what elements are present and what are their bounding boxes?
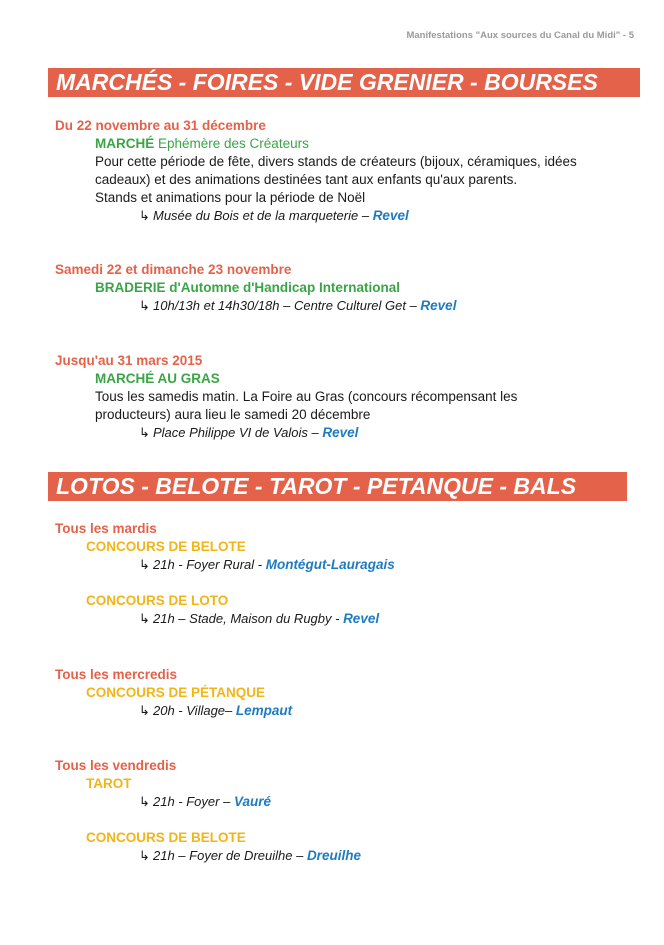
turn-arrow-icon: ↳ [139,298,150,313]
event-title: CONCOURS DE BELOTE [86,830,246,845]
event-city: Dreuilhe [306,848,361,863]
group-date: Tous les mardis [55,521,157,536]
event-city: Revel [372,208,409,223]
event-location: ↳ Place Philippe VI de Valois – Revel [139,425,359,440]
event-city: Vauré [233,794,271,809]
event-title: MARCHÉ AU GRAS [95,371,220,386]
event-location: ↳ 20h - Village– Lempaut [139,703,293,718]
event-title: CONCOURS DE PÉTANQUE [86,685,266,700]
event-title: CONCOURS DE LOTO [86,593,229,608]
event-city: Revel [420,298,457,313]
event-title: MARCHÉ Ephémère des Créateurs [95,136,309,151]
event-city: Revel [322,425,359,440]
turn-arrow-icon: ↳ [139,208,150,223]
event-location: ↳ Musée du Bois et de la marqueterie – Revel [139,208,409,223]
event-description-line: Pour cette période de fête, divers stands de créateurs (bijoux, céramiques, idées [95,154,577,169]
group-date: Tous les vendredis [55,758,177,773]
event-location: ↳ 21h - Foyer Rural - Montégut-Lauragais [139,557,395,572]
event-location: ↳ 21h – Stade, Maison du Rugby - Revel [139,611,380,626]
event-title: CONCOURS DE BELOTE [86,539,246,554]
event-description-line: cadeaux) et des animations destinées tant aux enfants qu'aux parents. [95,172,518,187]
event-city: Lempaut [235,703,293,718]
event-location: ↳ 21h - Foyer – Vauré [139,794,271,809]
event-description-line: Stands et animations pour la période de Noël [95,190,366,205]
section-heading-games: LOTOS - BELOTE - TAROT - PETANQUE - BALS [48,472,627,501]
group-mardis [55,520,644,628]
event-marche-gras [55,352,644,442]
group-date: Tous les mercredis [55,667,178,682]
group-vendredis [55,757,644,865]
event-location: ↳ 10h/13h et 14h30/18h – Centre Culturel Get – Revel [139,298,457,313]
turn-arrow-icon: ↳ [139,425,150,440]
turn-arrow-icon: ↳ [139,703,150,718]
event-description-line: Tous les samedis matin. La Foire au Gras (concours récompensant les [95,389,518,404]
event-marche-createurs [55,117,644,225]
event-braderie [55,261,644,315]
event-date: Du 22 novembre au 31 décembre [55,118,266,133]
event-city: Montégut-Lauragais [265,557,395,572]
turn-arrow-icon: ↳ [139,794,150,809]
event-title: BRADERIE d'Automne d'Handicap International [95,280,400,295]
event-date: Samedi 22 et dimanche 23 novembre [55,262,292,277]
turn-arrow-icon: ↳ [139,557,150,572]
page-header: Manifestations "Aux sources du Canal du Midi" - 5 [406,30,634,41]
event-description-line: producteurs) aura lieu le samedi 20 décembre [95,407,371,422]
event-date: Jusqu'au 31 mars 2015 [55,353,203,368]
event-city: Revel [343,611,380,626]
event-title: TAROT [86,776,132,791]
event-location: ↳ 21h – Foyer de Dreuilhe – Dreuilhe [139,848,361,863]
group-mercredis [55,666,644,720]
section-heading-markets: MARCHÉS - FOIRES - VIDE GRENIER - BOURSES [48,68,640,97]
turn-arrow-icon: ↳ [139,848,150,863]
turn-arrow-icon: ↳ [139,611,150,626]
